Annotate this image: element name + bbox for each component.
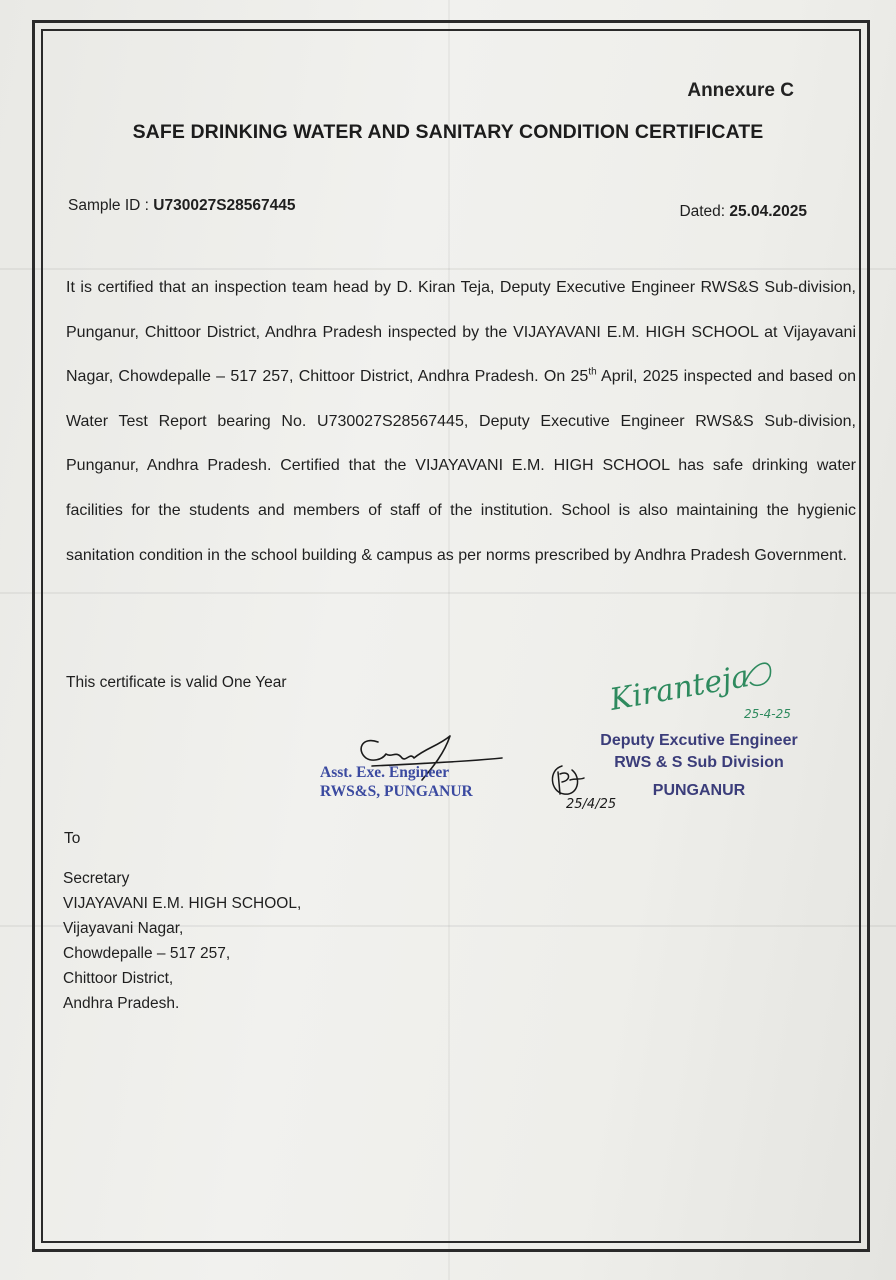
validity-statement: This certificate is valid One Year [66,674,287,691]
date-label: Dated: [679,203,730,220]
deputy-engineer-title: Deputy Excutive Engineer [600,732,798,749]
body-text-part2: April, 2025 inspected and based on Water Test Report bearing No. U730027S28567445, Deputy Executive Engineer RWS&S Sub-division, Punganur, Andhra Pradesh. Certified that the VIJAYAVANI E.M. HIGH SCHOOL has safe drinking water facilities for the students and members of staff of the institution. School is also maintaining the hygienic sanitation condition in the school building & campus as per norms prescribed by Andhra Pradesh Government. [66,368,857,564]
recipient-address [63,866,301,1016]
asst-engineer-stamp [320,763,473,801]
asst-engineer-title: Asst. Exe. Engineer [320,764,450,781]
certificate-body [66,266,856,578]
asst-engineer-office: RWS&S, PUNGANUR [320,783,473,800]
sample-id-label: Sample ID : [68,197,154,214]
to-label: To [64,830,81,847]
deputy-engineer-signature [604,652,824,732]
deputy-engineer-signature-date: 25-4-25 [744,707,791,721]
date-value: 25.04.2025 [729,203,807,220]
sample-id-line [68,197,296,215]
initials-date: 25/4/25 [566,797,617,812]
deputy-engineer-signature-name: Kiranteja [607,659,752,718]
address-line: Secretary [63,870,130,887]
deputy-engineer-stamp [596,730,802,802]
ordinal-suffix: th [588,366,597,378]
address-line: Chowdepalle – 517 257, [63,945,231,962]
address-line: Andhra Pradesh. [63,995,180,1012]
address-line: Vijayavani Nagar, [63,920,184,937]
address-line: Chittoor District, [63,970,174,987]
deputy-engineer-location: PUNGANUR [652,782,746,799]
date-line [679,203,807,221]
annexure-label: Annexure C [687,80,794,101]
sample-id-value: U730027S28567445 [153,197,296,214]
deputy-engineer-office: RWS & S Sub Division [614,754,784,771]
certificate-title: SAFE DRINKING WATER AND SANITARY CONDITION CERTIFICATE [132,121,764,143]
body-text-part1: It is certified that an inspection team head by D. Kiran Teja, Deputy Executive Engineer RWS&S Sub-division, Punganur, Chittoor District, Andhra Pradesh inspected by the VIJAYAVANI E.M. HIGH SCHOOL at Vijayavani Nagar, Chowdepalle – 517 257, Chittoor District, Andhra Pradesh. On 25 [66,279,856,386]
address-line: VIJAYAVANI E.M. HIGH SCHOOL, [63,895,302,912]
